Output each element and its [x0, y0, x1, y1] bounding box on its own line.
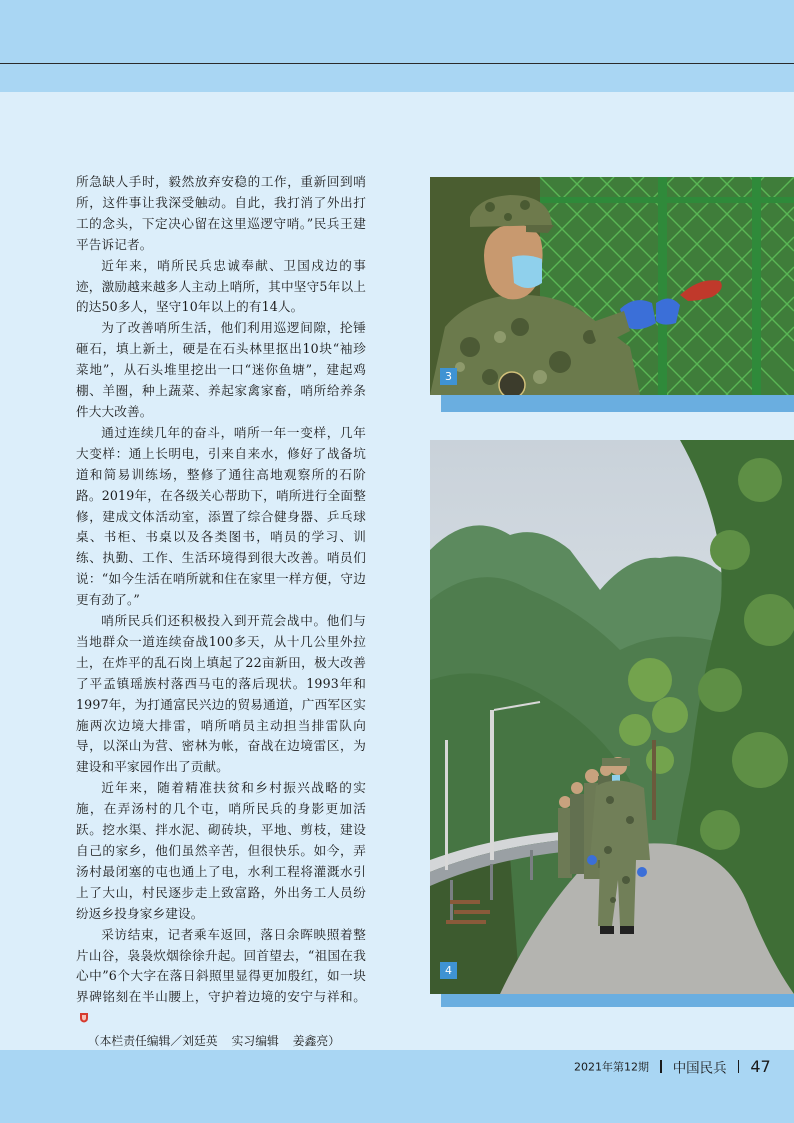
- article-body: [76, 172, 366, 1049]
- header-band: [0, 0, 794, 92]
- header-rule: [0, 63, 794, 64]
- credits-intern-name: 姜鑫亮: [292, 1034, 329, 1049]
- paragraph: 通过连续几年的奋斗，哨所一年一变样，几年大变样：通上长明电，引来自来水，修好了战备坑道和简易训练场，整修了通往高地观察所的石阶路。2019年，在各级关心帮助下，哨所进行全面整修，建成文体活动室，添置了综合健身器、乒乓球桌、书柜、书桌以及各类图书，哨员的学习、训练、执勤、工作、生活环境得到很大改善。哨员们说：“如今生活在哨所就和住在家里一样方便，守边更有劲了。”: [76, 424, 366, 608]
- footer-divider: [660, 1060, 662, 1073]
- photo-soldier-fence: [430, 177, 794, 395]
- credits-open: （: [87, 1034, 100, 1049]
- credits-close: ）: [328, 1034, 341, 1049]
- credits-intern: 实习编辑: [231, 1034, 279, 1049]
- paragraph: 哨所民兵们还积极投入到开荒会战中。他们与当地群众一道连续奋战100多天，从十几公里外拉土，在炸平的乱石岗上填起了22亩新田，极大改善了平孟镇瑶族村落西马屯的落后现状。1993年和1997年，为打通富民兴边的贸易通道，广西军区实施两次边境大排雷，哨所哨员主动担当排雷队向导，以深山为营、密林为帐，奋战在边境雷区，为建设和平家园作出了贡献。: [76, 613, 366, 775]
- paragraph: 为了改善哨所生活，他们利用巡逻间隙，抡锤砸石，填上新土，硬是在石头林里抠出10块“袖珍菜地”，从石头堆里挖出一口“迷你鱼塘”，建起鸡棚、羊圈，种上蔬菜、养起家禽家畜，哨所给养条件大大改善。: [76, 320, 366, 419]
- page-number: 47: [750, 1057, 771, 1076]
- credits-editor: 本栏责任编辑／刘廷英: [99, 1034, 218, 1049]
- magazine-title: 中国民兵: [672, 1060, 727, 1077]
- end-mark-icon: [79, 1012, 89, 1023]
- photo-shadow: [441, 395, 794, 412]
- paragraph-last: [76, 925, 366, 1030]
- paragraph: 近年来，哨所民兵忠诚奉献、卫国戍边的事迹，激励越来越多人主动上哨所，其中坚守5年以上的达50多人，坚守10年以上的有14人。: [76, 257, 366, 315]
- photo-soldier-fence-image: [430, 177, 794, 395]
- paragraph: 近年来，随着精准扶贫和乡村振兴战略的实施，在弄汤村的几个屯，哨所民兵的身影更加活跃。挖水渠、拌水泥、砌砖块，平地、剪枝，建设自己的家乡，他们虽然辛苦，但很快乐。如今，弄汤村最闭塞的屯也通上了电，水利工程将灌溉水引上了大山，村民逐步走上致富路，外出务工人员纷纷返乡投身家乡建设。: [76, 780, 366, 921]
- footer-divider: [738, 1060, 740, 1073]
- paragraph: 所急缺人手时，毅然放弃安稳的工作，重新回到哨所，这件事让我深受触动。自此，我打消了外出打工的念头，下定决心留在这里巡逻守哨。”民兵王建平告诉记者。: [76, 174, 366, 252]
- paragraph-text: 采访结束，记者乘车返回，落日余晖映照着整片山谷，袅袅炊烟徐徐升起。回首望去，“祖国在我心中”6个大字在落日斜照里显得更加殷红，如一块界碑铭刻在半山腰上，守护着边境的安宁与祥和。: [76, 926, 366, 1005]
- photo-patrol-road-image: [430, 440, 794, 994]
- editor-credits: [76, 1032, 366, 1049]
- photo-number: 4: [440, 962, 457, 979]
- photo-number: 3: [440, 368, 457, 385]
- photo-shadow: [441, 994, 794, 1007]
- issue-label: 2021年第12期: [574, 1060, 649, 1074]
- photo-patrol-road: [430, 440, 794, 994]
- page-footer: [574, 1056, 771, 1076]
